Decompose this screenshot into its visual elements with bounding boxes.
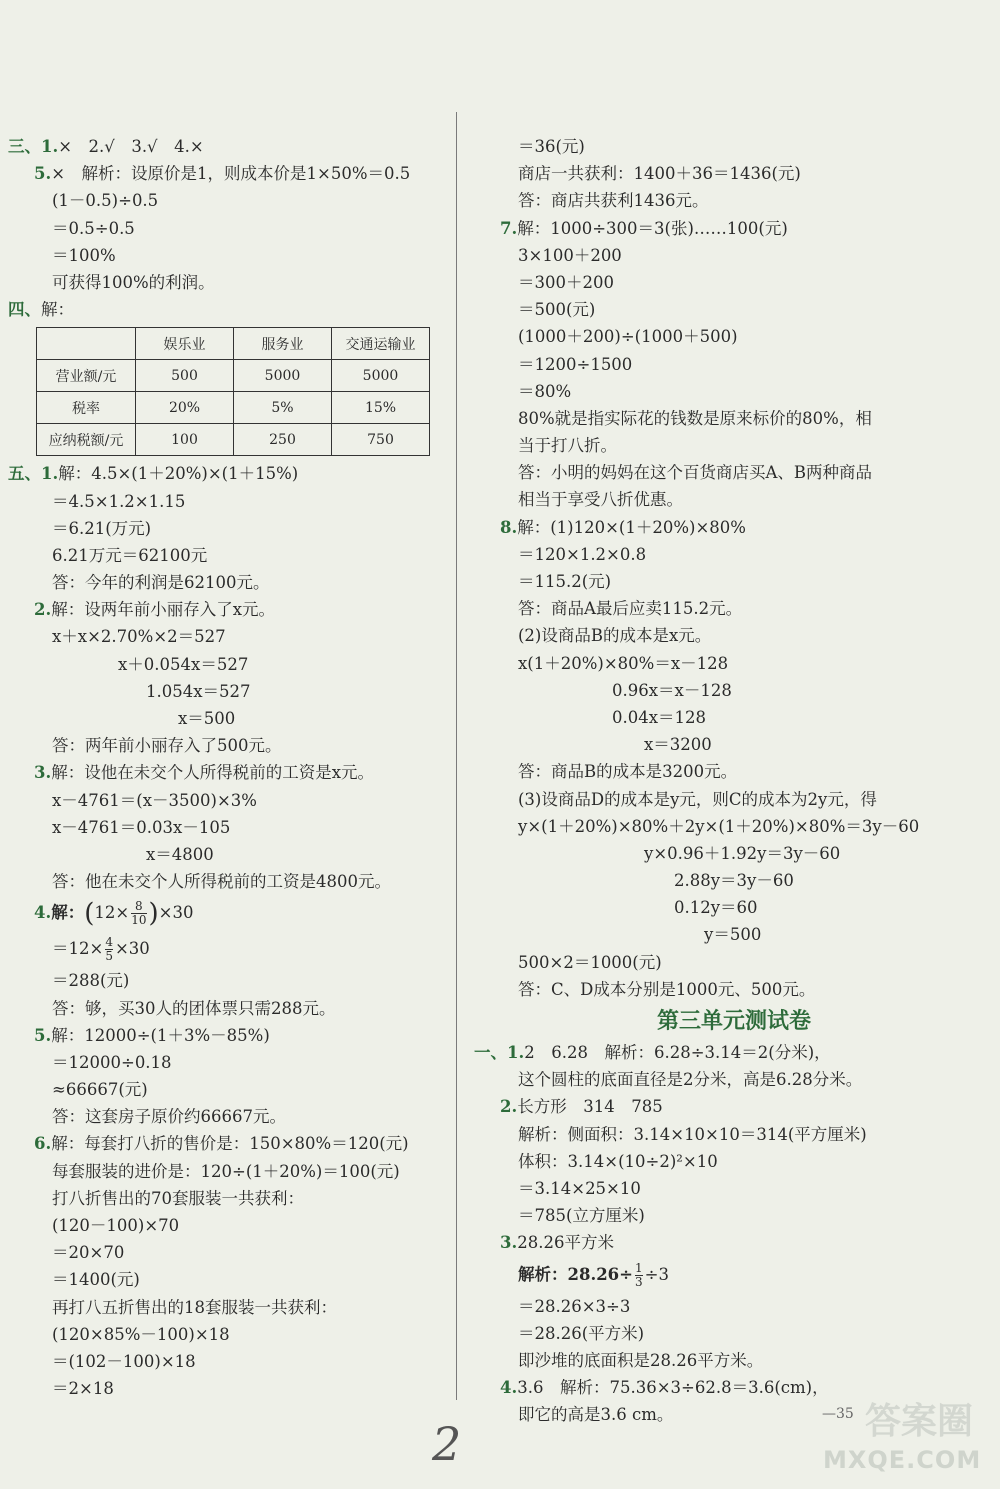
text-line bbox=[474, 269, 994, 296]
text-line bbox=[474, 514, 994, 541]
text-line bbox=[474, 677, 994, 704]
text-line bbox=[474, 1320, 994, 1347]
line-text: 0.12y＝60 bbox=[674, 898, 758, 918]
text-line bbox=[474, 704, 994, 731]
line-text: 可获得100%的利润。 bbox=[52, 272, 215, 292]
table-cell: 营业额/元 bbox=[37, 360, 136, 392]
line-text: 答：他在未交个人所得税前的工资是4800元。 bbox=[52, 872, 391, 892]
text-line bbox=[8, 787, 448, 814]
line-text: 解：4.5×(1＋20%)×(1＋15%) bbox=[58, 464, 299, 484]
line-text: 解：(1)120×(1＋20%)×80% bbox=[517, 517, 746, 537]
text-line bbox=[8, 868, 448, 895]
line-text: (1－0.5)÷0.5 bbox=[52, 191, 159, 211]
line-text: (3)设商品D的成本是y元，则C的成本为2y元，得 bbox=[518, 789, 877, 809]
line-text: 解： bbox=[41, 300, 74, 320]
line-text: 答：小明的妈妈在这个百货商店买A、B两种商品 bbox=[518, 463, 873, 483]
line-text: × 2.√ 3.√ 4.× bbox=[58, 137, 204, 156]
text-line bbox=[474, 921, 994, 948]
item-number: 6. bbox=[34, 1134, 52, 1154]
text-line bbox=[474, 1066, 994, 1093]
line-text: 2.88y＝3y－60 bbox=[674, 871, 794, 891]
text-line bbox=[474, 1121, 994, 1148]
line-text: 相当于享受八折优惠。 bbox=[518, 490, 683, 510]
text-line bbox=[474, 1148, 994, 1175]
item-number: 7. bbox=[500, 218, 518, 238]
line-text: x＝3200 bbox=[644, 735, 712, 755]
right-column bbox=[474, 133, 994, 1428]
text-line bbox=[474, 1039, 994, 1066]
table-header-row bbox=[37, 328, 430, 360]
item-number: 5. bbox=[34, 164, 52, 184]
text-line bbox=[8, 678, 448, 705]
line-text: 再打八五折售出的18套服装一共获利： bbox=[52, 1297, 337, 1317]
table-cell: 税率 bbox=[37, 392, 136, 424]
line-text: 即它的高是3.6 cm。 bbox=[518, 1405, 674, 1425]
line-text: x－4761＝0.03x－105 bbox=[52, 817, 231, 837]
line-text: y×(1＋20%)×80%＋2y×(1＋20%)×80%＝3y－60 bbox=[518, 816, 920, 836]
page-number: —35 bbox=[822, 1406, 854, 1422]
text-line bbox=[8, 133, 448, 160]
line-text: 答：两年前小丽存入了500元。 bbox=[52, 736, 282, 756]
text-line bbox=[474, 1093, 994, 1120]
line-text: ＝100% bbox=[52, 245, 116, 265]
left-block-3 bbox=[8, 1022, 448, 1403]
line-text: 解：设两年前小丽存入了x元。 bbox=[51, 600, 276, 620]
text-line bbox=[8, 1321, 448, 1348]
table-cell: 250 bbox=[234, 424, 332, 456]
table-cell: 服务业 bbox=[234, 328, 332, 360]
line-text: ＝1200÷1500 bbox=[518, 354, 633, 374]
text-line bbox=[474, 758, 994, 785]
line-text: ＝1400(元) bbox=[52, 1270, 140, 1290]
handwritten-digit: 2 bbox=[432, 1420, 462, 1470]
text-line bbox=[8, 1348, 448, 1375]
line-text: x＋0.054x＝527 bbox=[118, 654, 249, 674]
text-line bbox=[474, 622, 994, 649]
line-text: 答：今年的利润是62100元。 bbox=[52, 573, 270, 593]
left-block-2 bbox=[8, 460, 448, 895]
item-number: 一、1. bbox=[474, 1043, 525, 1062]
text-line bbox=[474, 378, 994, 405]
tax-table bbox=[36, 327, 430, 456]
line-text: ＝4.5×1.2×1.15 bbox=[52, 491, 186, 511]
table-cell: 应纳税额/元 bbox=[37, 424, 136, 456]
line-text: 答：商店共获利1436元。 bbox=[518, 191, 709, 211]
item-number: 2. bbox=[500, 1097, 518, 1117]
line-text: ＝2×18 bbox=[52, 1379, 114, 1399]
text-line bbox=[474, 731, 994, 758]
q4-line-1: 4.解：(12× $\frac{8}{10}$ )×30 bbox=[34, 898, 194, 929]
table-row bbox=[37, 360, 430, 392]
table-cell bbox=[37, 328, 136, 360]
line-text: 答：C、D成本分别是1000元、500元。 bbox=[518, 979, 816, 999]
text-line bbox=[474, 133, 994, 160]
text-line bbox=[8, 1266, 448, 1293]
text-line bbox=[474, 405, 994, 432]
text-line bbox=[8, 1022, 448, 1049]
text-line bbox=[8, 732, 448, 759]
line-text: 2 6.28 解析：6.28÷3.14＝2(分米)， bbox=[524, 1043, 831, 1062]
text-line bbox=[474, 187, 994, 214]
q4-line-3: ＝288(元) bbox=[52, 971, 130, 991]
line-text: 每套服装的进价是：120÷(1＋20%)＝100(元) bbox=[52, 1161, 400, 1181]
text-line bbox=[8, 705, 448, 732]
text-line bbox=[474, 432, 994, 459]
table-cell: 5% bbox=[234, 392, 332, 424]
item-number: 五、1. bbox=[8, 464, 59, 484]
line-text: 解析：侧面积：3.14×10×10＝314(平方厘米) bbox=[518, 1124, 867, 1144]
table-cell: 娱乐业 bbox=[136, 328, 234, 360]
text-line bbox=[474, 160, 994, 187]
text-line bbox=[8, 269, 448, 296]
line-text: 解：每套打八折的售价是：150×80%＝120(元) bbox=[51, 1134, 409, 1154]
text-line bbox=[8, 1294, 448, 1321]
text-line bbox=[8, 759, 448, 786]
text-line bbox=[8, 841, 448, 868]
text-line bbox=[474, 486, 994, 513]
item-number: 5. bbox=[34, 1025, 52, 1045]
text-line bbox=[474, 215, 994, 242]
watermark-logo bbox=[865, 1393, 995, 1443]
line-text: 0.96x＝x－128 bbox=[612, 680, 732, 700]
text-line bbox=[474, 541, 994, 568]
line-text: 即沙堆的底面积是28.26平方米。 bbox=[518, 1350, 764, 1370]
text-line bbox=[8, 569, 448, 596]
text-line bbox=[8, 651, 448, 678]
item-number: 四、 bbox=[8, 300, 41, 320]
line-text: ＝12000÷0.18 bbox=[52, 1052, 172, 1072]
right-block-2 bbox=[474, 1039, 994, 1257]
text-line bbox=[8, 1375, 448, 1402]
text-line bbox=[474, 242, 994, 269]
text-line bbox=[474, 296, 994, 323]
table-cell: 交通运输业 bbox=[332, 328, 430, 360]
line-text: ＝0.5÷0.5 bbox=[52, 218, 135, 238]
table-cell: 750 bbox=[332, 424, 430, 456]
text-line bbox=[8, 1239, 448, 1266]
text-line bbox=[474, 1202, 994, 1229]
line-text: 28.26平方米 bbox=[517, 1233, 614, 1253]
text-line bbox=[474, 323, 994, 350]
text-line bbox=[8, 515, 448, 542]
text-line bbox=[8, 160, 448, 187]
text-line bbox=[474, 1347, 994, 1374]
line-text: ＝500(元) bbox=[518, 300, 596, 320]
line-text: ＝36(元) bbox=[518, 137, 585, 156]
left-block-1 bbox=[8, 133, 448, 323]
table-row bbox=[37, 424, 430, 456]
line-text: 解：12000÷(1＋3%－85%) bbox=[51, 1025, 270, 1045]
line-text: ＝6.21(万元) bbox=[52, 518, 152, 538]
line-text: ＝20×70 bbox=[52, 1243, 125, 1263]
table-cell: 500 bbox=[136, 360, 234, 392]
table-row bbox=[37, 392, 430, 424]
line-text: (2)设商品B的成本是x元。 bbox=[518, 626, 712, 646]
line-text: 答：这套房子原价约66667元。 bbox=[52, 1107, 286, 1127]
item-number: 3. bbox=[500, 1233, 518, 1253]
text-line bbox=[8, 814, 448, 841]
text-line bbox=[8, 296, 448, 323]
line-text: x＝500 bbox=[178, 709, 236, 728]
line-text: y×0.96＋1.92y＝3y－60 bbox=[644, 843, 841, 863]
text-line bbox=[8, 1185, 448, 1212]
line-text: 3.6 解析：75.36×3÷62.8＝3.6(cm)， bbox=[517, 1378, 829, 1398]
text-line bbox=[8, 1130, 448, 1157]
text-line bbox=[8, 1212, 448, 1239]
q4-line-4: 答：够，买30人的团体票只需288元。 bbox=[52, 998, 336, 1018]
item-number: 8. bbox=[500, 517, 518, 537]
text-line bbox=[8, 488, 448, 515]
fraction: $\frac{8}{10}$ bbox=[131, 899, 147, 928]
line-text: 商店一共获利：1400＋36＝1436(元) bbox=[518, 164, 801, 184]
q3-fraction-line: 解析：28.26÷ $\frac{1}{3}$ ÷3 bbox=[518, 1260, 669, 1289]
item-number: 三、1. bbox=[8, 137, 59, 156]
table-cell: 5000 bbox=[234, 360, 332, 392]
fraction: $\frac{1}{3}$ bbox=[635, 1260, 643, 1289]
line-text: ＝80% bbox=[518, 381, 572, 401]
text-line bbox=[474, 786, 994, 813]
text-line bbox=[474, 867, 994, 894]
line-text: ＝(102－100)×18 bbox=[52, 1351, 196, 1371]
text-line bbox=[474, 568, 994, 595]
table-cell: 20% bbox=[136, 392, 234, 424]
line-text: (120×85%－100)×18 bbox=[52, 1324, 230, 1344]
watermark-url: MXQE.COM bbox=[823, 1446, 982, 1474]
text-line bbox=[8, 215, 448, 242]
text-line bbox=[8, 460, 448, 487]
text-line bbox=[8, 1158, 448, 1185]
line-text: 体积：3.14×(10÷2)²×10 bbox=[518, 1151, 718, 1171]
table-cell: 100 bbox=[136, 424, 234, 456]
item-number: 2. bbox=[34, 600, 52, 620]
line-text: 80%就是指实际花的钱数是原来标价的80%，相 bbox=[518, 408, 872, 428]
text-line bbox=[8, 1049, 448, 1076]
text-line bbox=[474, 1229, 994, 1256]
right-block-1 bbox=[474, 133, 994, 1003]
text-line bbox=[474, 459, 994, 486]
text-line bbox=[8, 242, 448, 269]
text-line bbox=[474, 813, 994, 840]
table-cell: 5000 bbox=[332, 360, 430, 392]
text-line bbox=[8, 542, 448, 569]
q4-line-2: ＝12× $\frac{4}{5}$ ×30 bbox=[52, 935, 150, 964]
handwritten-mark bbox=[428, 1420, 498, 1470]
text-line bbox=[474, 894, 994, 921]
text-line bbox=[8, 1103, 448, 1130]
line-text: x－4761＝(x－3500)×3% bbox=[52, 790, 257, 810]
line-text: ＝300＋200 bbox=[518, 272, 614, 292]
text-line bbox=[474, 595, 994, 622]
text-line bbox=[8, 623, 448, 650]
line-text: 3×100＋200 bbox=[518, 245, 622, 265]
line-text: (1000＋200)÷(1000＋500) bbox=[518, 327, 738, 347]
text-line bbox=[474, 650, 994, 677]
line-text: 这个圆柱的底面直径是2分米，高是6.28分米。 bbox=[518, 1070, 863, 1090]
text-line bbox=[474, 949, 994, 976]
item-number: 3. bbox=[34, 763, 52, 783]
line-text: ≈66667(元) bbox=[52, 1080, 148, 1100]
line-text: 解：设他在未交个人所得税前的工资是x元。 bbox=[51, 763, 375, 783]
text-line bbox=[474, 840, 994, 867]
line-text: 1.054x＝527 bbox=[146, 681, 251, 701]
text-line bbox=[8, 596, 448, 623]
line-text: ＝120×1.2×0.8 bbox=[518, 544, 647, 564]
line-text: ＝115.2(元) bbox=[518, 572, 612, 591]
line-text: 打八折售出的70套服装一共获利： bbox=[52, 1188, 304, 1208]
line-text: 答：商品A最后应卖115.2元。 bbox=[518, 599, 743, 619]
text-line bbox=[8, 187, 448, 214]
line-text: 解：1000÷300＝3(张)……100(元) bbox=[517, 218, 788, 238]
table-cell: 15% bbox=[332, 392, 430, 424]
text-line bbox=[474, 976, 994, 1003]
watermark-text: 答案圈 bbox=[865, 1401, 974, 1442]
line-text: 当于打八折。 bbox=[518, 436, 617, 456]
line-text: 500×2＝1000(元) bbox=[518, 952, 662, 972]
item-number: 4. bbox=[500, 1378, 518, 1398]
section-title: 第三单元测试卷 bbox=[656, 1008, 811, 1034]
text-line bbox=[474, 1293, 994, 1320]
line-text: (120－100)×70 bbox=[52, 1216, 180, 1235]
line-text: x(1＋20%)×80%＝x－128 bbox=[518, 653, 729, 673]
line-text: 长方形 314 785 bbox=[517, 1097, 663, 1117]
line-text: ＝28.26×3÷3 bbox=[518, 1296, 631, 1316]
fraction: $\frac{4}{5}$ bbox=[105, 935, 113, 964]
line-text: 答：商品B的成本是3200元。 bbox=[518, 762, 738, 782]
line-text: x＝4800 bbox=[146, 844, 214, 864]
left-column bbox=[8, 133, 448, 1402]
line-text: ＝3.14×25×10 bbox=[518, 1178, 641, 1198]
line-text: ＝785(立方厘米) bbox=[518, 1206, 645, 1226]
column-divider bbox=[456, 112, 457, 1400]
text-line bbox=[8, 1076, 448, 1103]
line-text: y＝500 bbox=[704, 925, 762, 945]
line-text: x＋x×2.70%×2＝527 bbox=[52, 627, 226, 647]
text-line bbox=[474, 1175, 994, 1202]
line-text: 6.21万元＝62100元 bbox=[52, 545, 208, 565]
line-text: 0.04x＝128 bbox=[612, 707, 707, 727]
line-text: ＝28.26(平方米) bbox=[518, 1323, 645, 1343]
text-line bbox=[474, 351, 994, 378]
line-text: × 解析：设原价是1，则成本价是1×50%＝0.5 bbox=[51, 164, 411, 184]
